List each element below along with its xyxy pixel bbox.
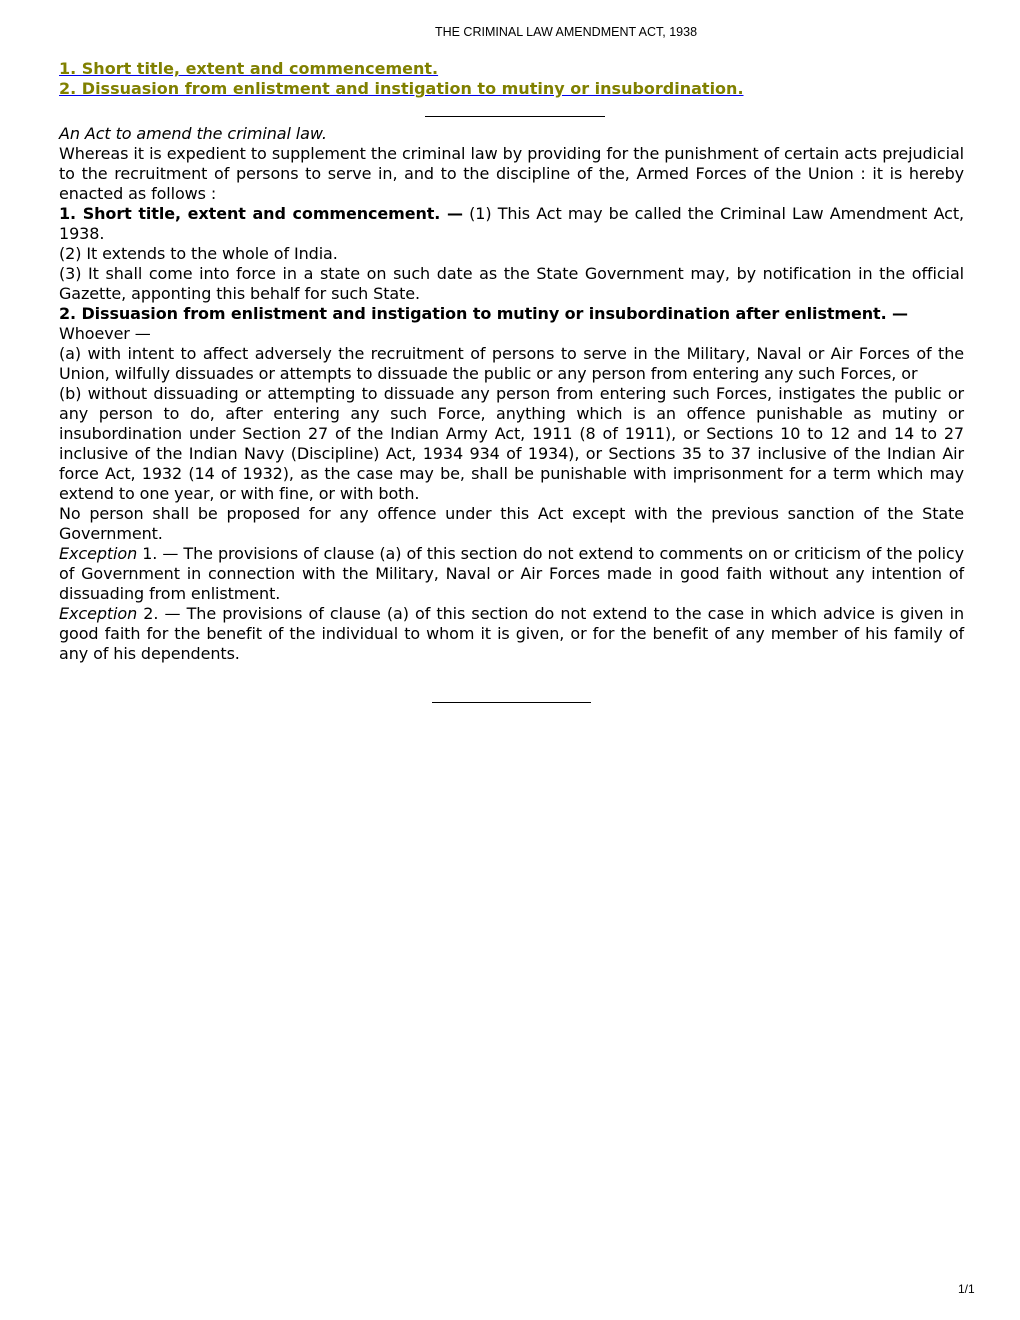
preamble: An Act to amend the criminal law. bbox=[59, 124, 327, 143]
whereas-clause: Whereas it is expedient to supplement the criminal law by providing for the punishment of certain acts prejudicial to the recruitment of persons to serve in, and to the discipline of the, Armed Forces of the Union : it is hereby enacted as follows : bbox=[59, 144, 964, 203]
toc-link-section-2[interactable]: 2. Dissuasion from enlistment and instigation to mutiny or insubordination. bbox=[59, 79, 744, 98]
exception-2 bbox=[59, 604, 964, 664]
page-number: 1/1 bbox=[958, 1282, 975, 1296]
section-2-clause-a: (a) with intent to affect adversely the recruitment of persons to serve in the Military, Naval or Air Forces of the Union, wilfully dissuades or attempts to dissuade the public or any person from entering any such Forces, or bbox=[59, 344, 964, 383]
exception-2-label: Exception bbox=[59, 604, 138, 623]
section-1-text: (1) This Act may be called the Criminal Law Amendment Act, 1938. bbox=[59, 204, 964, 243]
toc-link-section-1[interactable]: 1. Short title, extent and commencement. bbox=[59, 59, 439, 78]
exception-2-text: 2. — The provisions of clause (a) of this section do not extend to the case in which advice is given in good faith for the benefit of the individual to whom it is given, or for the benefit of any member of his family of any of his dependents. bbox=[59, 604, 964, 663]
section-2-heading: 2. Dissuasion from enlistment and instigation to mutiny or insubordination after enlistment. — bbox=[59, 304, 908, 323]
section-1 bbox=[59, 204, 964, 244]
exception-1-label: Exception bbox=[59, 544, 138, 563]
section-2-whoever: Whoever — bbox=[59, 324, 151, 343]
page-header-title: THE CRIMINAL LAW AMENDMENT ACT, 1938 bbox=[434, 25, 698, 39]
section-2-clause-b: (b) without dissuading or attempting to dissuade any person from entering such Forces, instigates the public or any person to do, after entering any such Force, anything which is an offence punishable as mutiny or insubordination under Section 27 of the Indian Army Act, 1911 (8 of 1911), or Sections 10 to 12 and 14 to 27 inclusive of the Indian Navy (Discipline) Act, 1934 934 of 1934), or Sections 35 to 37 inclusive of the Indian Air force Act, 1932 (14 of 1932), as the case may be, shall be punishable with imprisonment for a term which may extend to one year, or with fine, or with both. bbox=[59, 384, 964, 503]
divider bbox=[425, 116, 605, 117]
exception-1 bbox=[59, 544, 964, 604]
divider bbox=[432, 702, 591, 703]
section-2-sanction: No person shall be proposed for any offence under this Act except with the previous sanction of the State Government. bbox=[59, 504, 964, 543]
table-of-contents bbox=[59, 59, 744, 99]
section-1-heading: 1. Short title, extent and commencement. — bbox=[59, 204, 463, 223]
section-1-2: (2) It extends to the whole of India. bbox=[59, 244, 338, 263]
section-1-3: (3) It shall come into force in a state on such date as the State Government may, by notification in the official Gazette, apponting this behalf for such State. bbox=[59, 264, 964, 303]
exception-1-text: 1. — The provisions of clause (a) of this section do not extend to comments on or criticism of the policy of Government in connection with the Military, Naval or Air Forces made in good faith without any intention of dissuading from enlistment. bbox=[59, 544, 964, 603]
act-body bbox=[59, 124, 964, 664]
